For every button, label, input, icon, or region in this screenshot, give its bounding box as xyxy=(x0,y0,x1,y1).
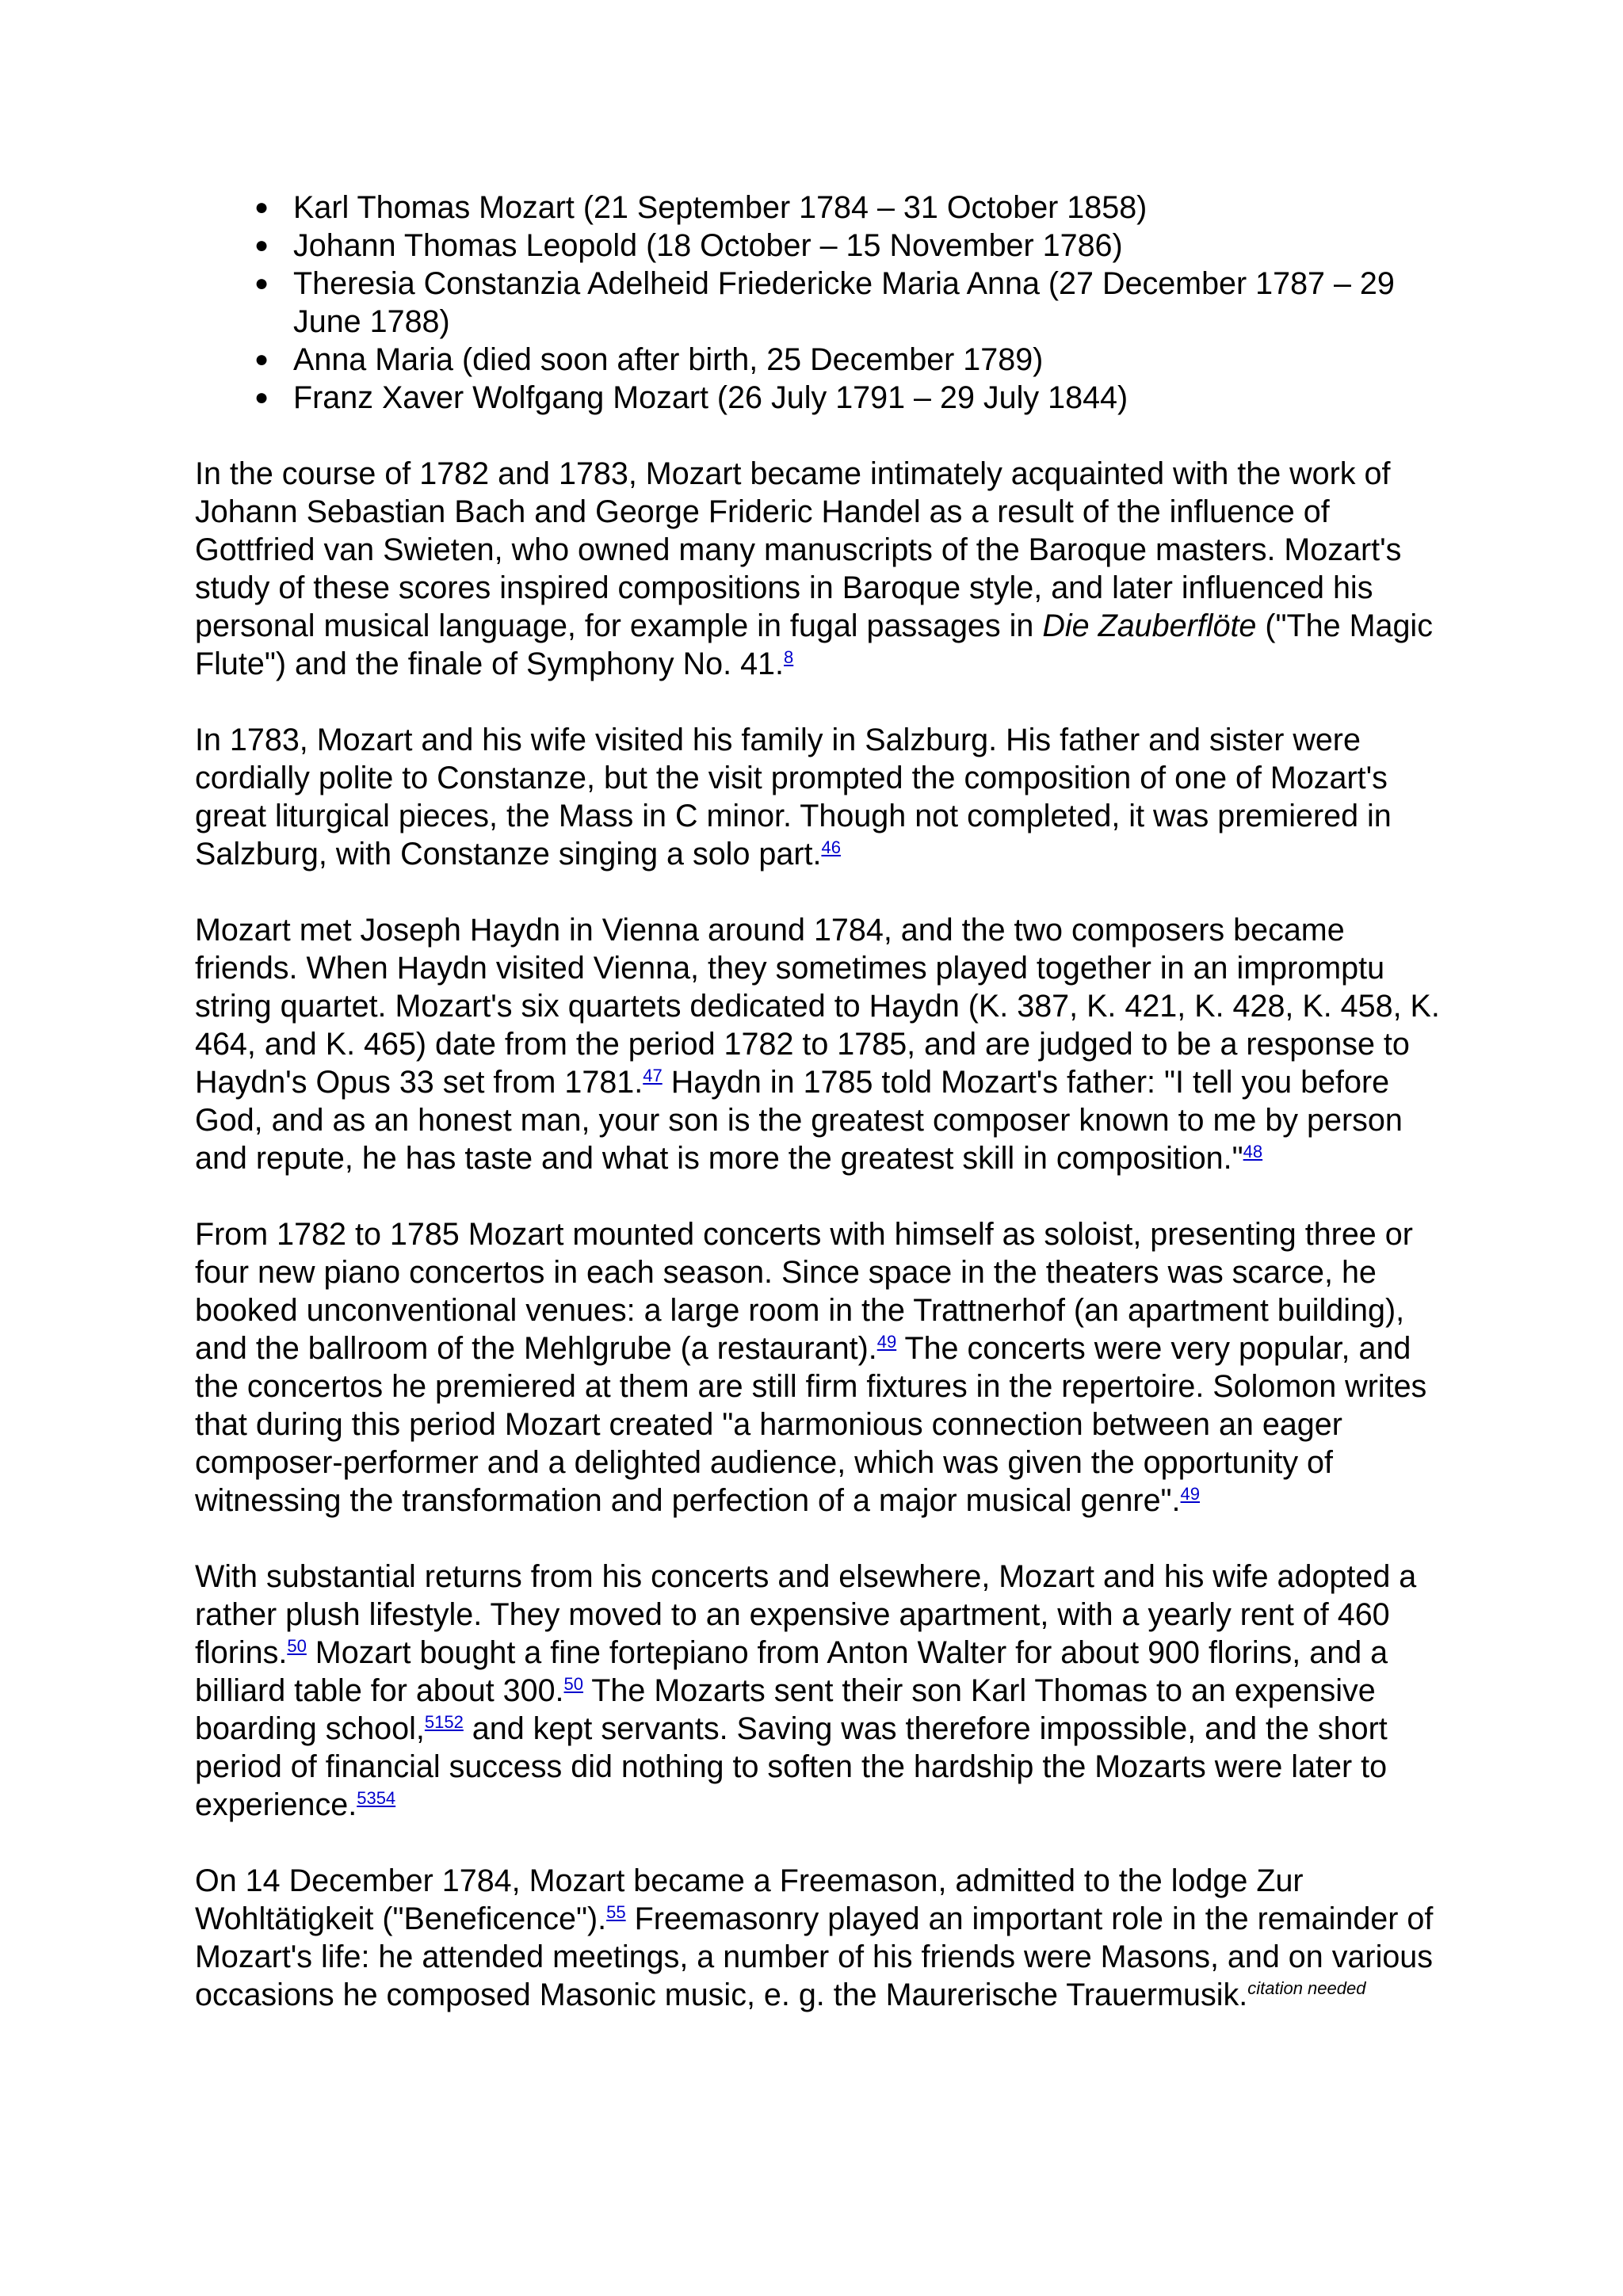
list-item-text: Karl Thomas Mozart (21 September 1784 – 31 October 1858) xyxy=(293,190,1148,225)
paragraph-lifestyle xyxy=(195,1558,1447,1824)
list-item xyxy=(254,227,1447,265)
footnote-ref xyxy=(1181,1484,1200,1504)
bullet-icon: ● xyxy=(254,270,269,296)
paragraph-text: Mozart bought a fine fortepiano from Anton Walter for about 900 florins, and a billiard table for about 300. xyxy=(195,1635,1388,1708)
footnote-link[interactable]: 46 xyxy=(821,837,841,857)
children-list xyxy=(195,189,1447,417)
footnote-ref xyxy=(564,1674,583,1694)
opera-title: Die Zauberflöte xyxy=(1042,608,1257,643)
footnote-ref xyxy=(877,1332,896,1352)
paragraph-text: Mozart met Joseph Haydn in Vienna around 1784, and the two composers became friends. When Haydn visited Vienna, they sometimes played together in an impromptu string quartet. Mozart's six quartets dedicated to Haydn (K. 387, K. 421, K. 428, K. 458, K. 464, and K. 465) date from the period 1782 to 1785, and are judged to be a response to Haydn's Opus 33 set from 1781. xyxy=(195,913,1440,1100)
list-item xyxy=(254,379,1447,417)
footnote-ref xyxy=(1243,1142,1262,1161)
list-item-text: Theresia Constanzia Adelheid Friedericke Maria Anna (27 December 1787 – 29 June 1788) xyxy=(293,266,1395,339)
footnote-link[interactable]: 5152 xyxy=(424,1711,464,1732)
paragraph-bach-handel xyxy=(195,455,1447,683)
footnote-link[interactable]: 49 xyxy=(1180,1483,1201,1504)
paragraph-text: and kept servants. Saving was therefore impossible, and the short period of financial success did nothing to soften the hardship the Mozarts were later to experience. xyxy=(195,1711,1388,1822)
footnote-ref xyxy=(784,647,793,667)
paragraph-haydn xyxy=(195,911,1447,1177)
paragraph-text: In the course of 1782 and 1783, Mozart became intimately acquainted with the work of Johann Sebastian Bach and George Frideric Handel as a result of the influence of Gottfried van Swieten, who owned many manuscripts of the Baroque masters. Mozart's study of these scores inspired compositions in Baroque style, and later influenced his personal musical language, for example in fugal passages in xyxy=(195,456,1402,643)
footnote-ref xyxy=(643,1066,662,1085)
paragraph-text: From 1782 to 1785 Mozart mounted concerts with himself as soloist, presenting three or four new piano concertos in each season. Since space in the theaters was scarce, he booked unconventional venues: a large room in the Trattnerhof (an apartment building), and the ballroom of the Mehlgrube (a restaurant). xyxy=(195,1217,1413,1366)
citation-needed-note: citation needed xyxy=(1247,1978,1366,1998)
paragraph-text: The Mozarts sent their son Karl Thomas to an expensive boarding school, xyxy=(195,1673,1376,1746)
footnote-link[interactable]: 50 xyxy=(563,1673,584,1694)
footnote-link[interactable]: 47 xyxy=(643,1065,663,1085)
footnote-ref xyxy=(821,837,840,857)
paragraph-text: Freemasonry played an important role in the remainder of Mozart's life: he attended meetings, a number of his friends were Masons, and on various occasions he composed Masonic music, e. g. the Maurerische Trauermusik. xyxy=(195,1901,1434,2012)
footnote-ref xyxy=(425,1712,464,1732)
footnote-link[interactable]: 8 xyxy=(784,646,794,667)
footnote-ref xyxy=(606,1902,625,1922)
article-body xyxy=(195,189,1447,2052)
footnote-link[interactable]: 55 xyxy=(606,1901,626,1922)
paragraph-salzburg xyxy=(195,721,1447,873)
footnote-ref xyxy=(357,1788,395,1808)
bullet-icon: ● xyxy=(254,194,269,220)
paragraph-text: ("The Magic Flute") and the finale of Symphony No. 41. xyxy=(195,608,1433,681)
paragraph-freemason xyxy=(195,1862,1447,2014)
paragraph-text: In 1783, Mozart and his wife visited his family in Salzburg. His father and sister were cordially polite to Constanze, but the visit prompted the composition of one of Mozart's great liturgical pieces, the Mass in C minor. Though not completed, it was premiered in Salzburg, with Constanze singing a solo part. xyxy=(195,723,1392,871)
paragraph-text: The concerts were very popular, and the concertos he premiered at them are still firm fixtures in the repertoire. Solomon writes that during this period Mozart created "a harmonious connection between an eager composer-performer and a delighted audience, which was given the opportunity of witnessing the transformation and perfection of a major musical genre". xyxy=(195,1331,1427,1518)
paragraph-text: Haydn in 1785 told Mozart's father: "I tell you before God, and as an honest man, your son is the greatest composer known to me by person and repute, he has taste and what is more the greatest skill in composition." xyxy=(195,1065,1403,1176)
list-item xyxy=(254,189,1447,227)
footnote-link[interactable]: 50 xyxy=(287,1635,307,1656)
footnote-link[interactable]: 5354 xyxy=(357,1787,396,1808)
list-item-text: Johann Thomas Leopold (18 October – 15 November 1786) xyxy=(293,228,1123,263)
bullet-icon: ● xyxy=(254,384,269,410)
paragraph-text: On 14 December 1784, Mozart became a Freemason, admitted to the lodge Zur Wohltätigkeit ("Beneficence"). xyxy=(195,1863,1304,1936)
footnote-link[interactable]: 49 xyxy=(876,1331,897,1352)
paragraph-text: With substantial returns from his concerts and elsewhere, Mozart and his wife adopted a rather plush lifestyle. They moved to an expensive apartment, with a yearly rent of 460 florins. xyxy=(195,1559,1417,1670)
bullet-icon: ● xyxy=(254,232,269,258)
bullet-icon: ● xyxy=(254,346,269,372)
paragraph-concerts xyxy=(195,1215,1447,1520)
footnote-ref xyxy=(287,1636,306,1656)
list-item xyxy=(254,341,1447,379)
footnote-link[interactable]: 48 xyxy=(1243,1141,1263,1161)
list-item-text: Anna Maria (died soon after birth, 25 December 1789) xyxy=(293,342,1044,377)
list-item-text: Franz Xaver Wolfgang Mozart (26 July 1791 – 29 July 1844) xyxy=(293,380,1128,415)
list-item xyxy=(254,265,1447,341)
